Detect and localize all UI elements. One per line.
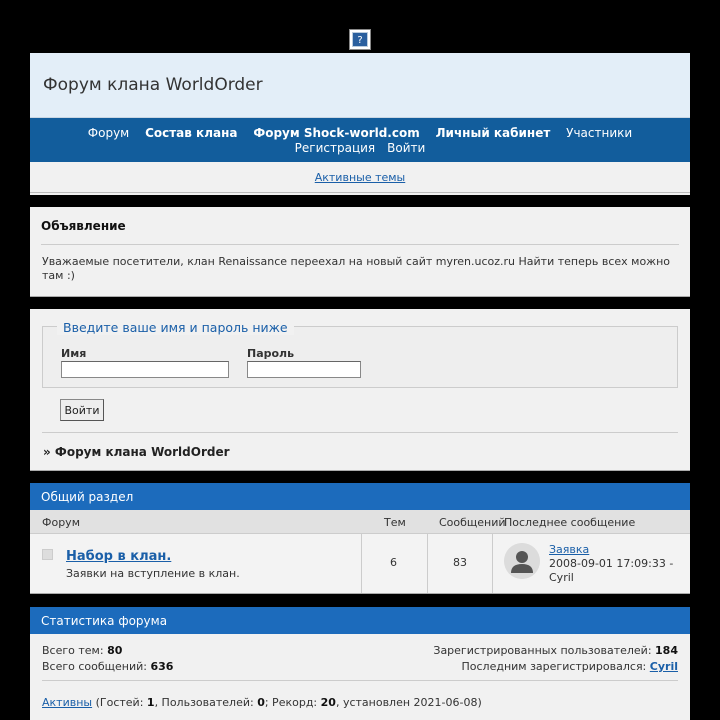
last-post-meta xyxy=(549,557,684,585)
site-header xyxy=(30,53,690,195)
last-registered: Последним зарегистрировался: Cyril xyxy=(461,660,678,673)
total-posts: Всего сообщений: 636 xyxy=(42,660,174,673)
breadcrumb[interactable]: » Форум клана WorldOrder xyxy=(43,445,230,459)
login-button[interactable]: Войти xyxy=(60,399,104,421)
online-info: Активны (Гостей: 1, Пользователей: 0; Рекорд: 20, установлен 2021-06-08) xyxy=(42,696,482,709)
last-post-author: Cyril xyxy=(549,571,574,584)
last-post-date: 2008-09-01 17:09:33 - xyxy=(549,557,674,570)
table-header xyxy=(30,510,690,534)
login-fieldset xyxy=(42,320,678,388)
password-label: Пароль xyxy=(247,347,295,360)
section-title[interactable]: Общий раздел xyxy=(30,483,690,510)
forum-status-icon xyxy=(42,549,53,560)
nav-members[interactable]: Участники xyxy=(566,126,633,140)
help-icon[interactable]: ? xyxy=(349,29,371,50)
forum-stats xyxy=(30,607,690,720)
sub-nav xyxy=(30,162,690,193)
forum-link[interactable]: Набор в клан. xyxy=(66,549,172,564)
divider xyxy=(42,432,678,433)
username-input[interactable] xyxy=(61,361,229,378)
col-last-post: Последнее сообщение xyxy=(504,516,636,529)
forum-description: Заявки на вступление в клан. xyxy=(66,567,240,580)
post-count: 83 xyxy=(453,556,467,569)
stats-title: Статистика форума xyxy=(30,607,690,634)
nav-clan-roster[interactable]: Состав клана xyxy=(145,126,238,140)
col-posts: Сообщений xyxy=(439,516,506,529)
site-title: Форум клана WorldOrder xyxy=(30,53,690,118)
user-avatar-icon xyxy=(504,543,540,579)
divider xyxy=(30,470,690,471)
topic-count: 6 xyxy=(390,556,397,569)
name-label: Имя xyxy=(61,347,87,360)
password-input[interactable] xyxy=(247,361,361,378)
last-registered-link[interactable]: Cyril xyxy=(649,660,678,673)
col-topics: Тем xyxy=(384,516,406,529)
login-box xyxy=(30,309,690,471)
col-forum: Форум xyxy=(42,516,80,529)
table-row xyxy=(30,534,690,594)
announcement-text: Уважаемые посетители, клан Renaissance переехал на новый сайт myren.ucoz.ru Найти теперь всех можно там :) xyxy=(42,255,670,282)
online-users-link[interactable]: Активны xyxy=(42,696,93,709)
announcement-box xyxy=(30,207,690,297)
registered-users: Зарегистрированных пользователей: 184 xyxy=(433,644,678,657)
nav-forum[interactable]: Форум xyxy=(87,126,130,140)
divider xyxy=(42,680,678,681)
total-topics: Всего тем: 80 xyxy=(42,644,123,657)
announcement-title: Объявление xyxy=(41,219,126,233)
last-post-link[interactable]: Заявка xyxy=(549,543,590,556)
nav-shock-world-forum[interactable]: Форум Shock-world.com xyxy=(253,126,420,140)
nav-personal-cabinet[interactable]: Личный кабинет xyxy=(435,126,551,140)
nav-login[interactable]: Войти xyxy=(387,141,426,155)
nav-register[interactable]: Регистрация xyxy=(294,141,376,155)
active-topics-link[interactable]: Активные темы xyxy=(314,170,406,184)
main-nav xyxy=(30,118,690,162)
login-legend: Введите ваше имя и пароль ниже xyxy=(57,320,294,335)
forum-section xyxy=(30,483,690,594)
